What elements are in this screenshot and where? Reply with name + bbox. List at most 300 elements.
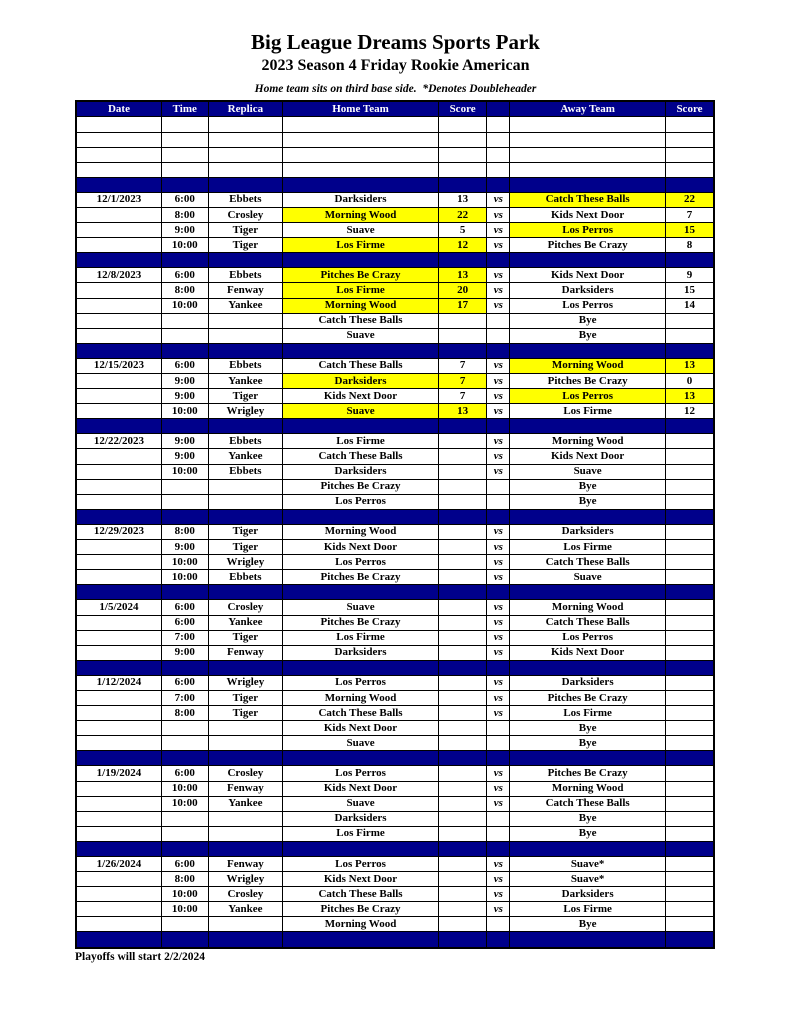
away-score-cell xyxy=(665,690,714,705)
date-cell xyxy=(76,872,161,887)
replica-cell: Tiger xyxy=(208,540,283,555)
away-team-cell: Darksiders xyxy=(510,887,666,902)
away-team-cell: Pitches Be Crazy xyxy=(510,238,666,253)
time-cell: 10:00 xyxy=(161,298,208,313)
separator-row xyxy=(76,932,714,948)
away-score-cell xyxy=(665,706,714,721)
game-row xyxy=(76,781,714,796)
replica-cell: Crosley xyxy=(208,766,283,781)
game-row xyxy=(76,721,714,736)
away-team-cell: Los Firme xyxy=(510,404,666,419)
replica-cell xyxy=(208,328,283,343)
date-cell xyxy=(76,811,161,826)
separator-cell xyxy=(76,932,161,948)
separator-cell xyxy=(438,343,486,358)
away-team-cell: Morning Wood xyxy=(510,358,666,373)
away-team-cell: Morning Wood xyxy=(510,781,666,796)
date-cell xyxy=(76,283,161,298)
page-subtitle: 2023 Season 4 Friday Rookie American xyxy=(261,57,530,75)
separator-cell xyxy=(161,419,208,434)
home-score-cell xyxy=(438,857,486,872)
empty-cell xyxy=(76,162,161,177)
away-team-cell: Kids Next Door xyxy=(510,207,666,222)
column-header-vs xyxy=(487,101,510,117)
vs-cell: vs xyxy=(487,690,510,705)
time-cell xyxy=(161,313,208,328)
vs-cell: vs xyxy=(487,358,510,373)
game-row xyxy=(76,857,714,872)
home-score-cell xyxy=(438,811,486,826)
date-cell xyxy=(76,449,161,464)
separator-cell xyxy=(438,660,486,675)
vs-cell: vs xyxy=(487,600,510,615)
home-team-cell: Suave xyxy=(283,600,439,615)
vs-cell: vs xyxy=(487,449,510,464)
empty-cell xyxy=(438,162,486,177)
away-score-cell xyxy=(665,464,714,479)
date-cell xyxy=(76,298,161,313)
away-score-cell xyxy=(665,555,714,570)
time-cell: 9:00 xyxy=(161,645,208,660)
separator-cell xyxy=(438,751,486,766)
date-cell: 1/26/2024 xyxy=(76,857,161,872)
separator-row xyxy=(76,253,714,268)
replica-cell: Crosley xyxy=(208,887,283,902)
away-score-cell xyxy=(665,600,714,615)
separator-cell xyxy=(76,841,161,856)
away-team-cell: Morning Wood xyxy=(510,600,666,615)
vs-cell: vs xyxy=(487,902,510,917)
away-team-cell: Los Perros xyxy=(510,298,666,313)
date-cell: 1/12/2024 xyxy=(76,675,161,690)
time-cell: 9:00 xyxy=(161,449,208,464)
replica-cell: Fenway xyxy=(208,283,283,298)
separator-cell xyxy=(438,509,486,524)
home-score-cell xyxy=(438,690,486,705)
game-row xyxy=(76,826,714,841)
date-cell: 12/8/2023 xyxy=(76,268,161,283)
date-cell xyxy=(76,721,161,736)
empty-cell xyxy=(161,117,208,132)
away-score-cell: 15 xyxy=(665,283,714,298)
home-score-cell xyxy=(438,524,486,539)
empty-cell xyxy=(161,162,208,177)
away-score-cell xyxy=(665,796,714,811)
vs-cell: vs xyxy=(487,434,510,449)
empty-cell xyxy=(665,132,714,147)
separator-cell xyxy=(665,177,714,192)
home-score-cell: 13 xyxy=(438,192,486,207)
replica-cell: Crosley xyxy=(208,600,283,615)
home-score-cell xyxy=(438,675,486,690)
home-score-cell xyxy=(438,826,486,841)
separator-cell xyxy=(283,751,439,766)
replica-cell: Fenway xyxy=(208,781,283,796)
replica-cell: Wrigley xyxy=(208,872,283,887)
game-row xyxy=(76,192,714,207)
away-score-cell xyxy=(665,540,714,555)
away-team-cell: Catch These Balls xyxy=(510,192,666,207)
away-score-cell xyxy=(665,630,714,645)
separator-cell xyxy=(487,253,510,268)
away-team-cell: Pitches Be Crazy xyxy=(510,374,666,389)
empty-cell xyxy=(510,147,666,162)
separator-cell xyxy=(487,660,510,675)
date-cell: 1/5/2024 xyxy=(76,600,161,615)
game-row xyxy=(76,374,714,389)
home-score-cell: 13 xyxy=(438,268,486,283)
home-score-cell xyxy=(438,449,486,464)
game-row xyxy=(76,238,714,253)
away-score-cell xyxy=(665,736,714,751)
time-cell: 10:00 xyxy=(161,464,208,479)
empty-row xyxy=(76,147,714,162)
separator-cell xyxy=(487,841,510,856)
home-score-cell xyxy=(438,615,486,630)
home-team-cell: Suave xyxy=(283,328,439,343)
away-team-cell: Los Perros xyxy=(510,223,666,238)
home-score-cell xyxy=(438,887,486,902)
home-score-cell xyxy=(438,736,486,751)
separator-cell xyxy=(208,660,283,675)
separator-cell xyxy=(161,660,208,675)
column-header: Replica xyxy=(208,101,283,117)
date-cell xyxy=(76,207,161,222)
time-cell: 6:00 xyxy=(161,600,208,615)
separator-cell xyxy=(161,343,208,358)
vs-cell: vs xyxy=(487,706,510,721)
home-team-cell: Suave xyxy=(283,223,439,238)
empty-cell xyxy=(665,117,714,132)
time-cell: 10:00 xyxy=(161,887,208,902)
game-row xyxy=(76,404,714,419)
date-cell xyxy=(76,540,161,555)
replica-cell xyxy=(208,811,283,826)
empty-cell xyxy=(161,147,208,162)
away-team-cell: Suave xyxy=(510,570,666,585)
time-cell: 6:00 xyxy=(161,766,208,781)
game-row xyxy=(76,223,714,238)
game-row xyxy=(76,645,714,660)
separator-cell xyxy=(665,751,714,766)
home-score-cell: 12 xyxy=(438,238,486,253)
separator-cell xyxy=(161,932,208,948)
home-team-cell: Darksiders xyxy=(283,192,439,207)
separator-cell xyxy=(510,932,666,948)
home-team-cell: Suave xyxy=(283,796,439,811)
game-row xyxy=(76,675,714,690)
vs-cell: vs xyxy=(487,570,510,585)
away-team-cell: Bye xyxy=(510,328,666,343)
away-score-cell: 12 xyxy=(665,404,714,419)
away-score-cell xyxy=(665,570,714,585)
date-cell xyxy=(76,887,161,902)
vs-cell xyxy=(487,736,510,751)
replica-cell: Yankee xyxy=(208,449,283,464)
vs-cell: vs xyxy=(487,283,510,298)
schedule-table-body xyxy=(76,117,714,948)
vs-cell: vs xyxy=(487,223,510,238)
vs-cell: vs xyxy=(487,781,510,796)
home-score-cell xyxy=(438,434,486,449)
separator-cell xyxy=(283,932,439,948)
game-row xyxy=(76,298,714,313)
replica-cell: Tiger xyxy=(208,630,283,645)
separator-row xyxy=(76,841,714,856)
home-team-cell: Los Firme xyxy=(283,630,439,645)
column-header: Away Team xyxy=(510,101,666,117)
home-team-cell: Los Perros xyxy=(283,675,439,690)
away-team-cell: Suave* xyxy=(510,857,666,872)
away-score-cell xyxy=(665,766,714,781)
game-row xyxy=(76,887,714,902)
replica-cell: Tiger xyxy=(208,706,283,721)
home-score-cell xyxy=(438,706,486,721)
date-cell xyxy=(76,464,161,479)
separator-cell xyxy=(76,177,161,192)
away-score-cell: 9 xyxy=(665,268,714,283)
empty-cell xyxy=(283,117,439,132)
date-cell: 12/29/2023 xyxy=(76,524,161,539)
replica-cell xyxy=(208,736,283,751)
date-cell xyxy=(76,615,161,630)
date-cell xyxy=(76,494,161,509)
replica-cell: Ebbets xyxy=(208,464,283,479)
home-score-cell xyxy=(438,630,486,645)
away-team-cell: Darksiders xyxy=(510,524,666,539)
separator-cell xyxy=(438,585,486,600)
time-cell: 9:00 xyxy=(161,374,208,389)
away-team-cell: Catch These Balls xyxy=(510,555,666,570)
replica-cell: Ebbets xyxy=(208,268,283,283)
home-team-cell: Catch These Balls xyxy=(283,313,439,328)
away-team-cell: Suave* xyxy=(510,872,666,887)
game-row xyxy=(76,872,714,887)
empty-cell xyxy=(208,147,283,162)
time-cell: 8:00 xyxy=(161,872,208,887)
away-team-cell: Pitches Be Crazy xyxy=(510,690,666,705)
away-score-cell xyxy=(665,857,714,872)
empty-cell xyxy=(76,132,161,147)
replica-cell: Yankee xyxy=(208,796,283,811)
separator-cell xyxy=(665,419,714,434)
game-row xyxy=(76,524,714,539)
home-score-cell xyxy=(438,917,486,932)
home-score-cell xyxy=(438,464,486,479)
home-team-cell: Los Firme xyxy=(283,434,439,449)
home-team-cell: Los Perros xyxy=(283,555,439,570)
replica-cell: Tiger xyxy=(208,524,283,539)
home-team-cell: Suave xyxy=(283,736,439,751)
time-cell: 6:00 xyxy=(161,268,208,283)
empty-row xyxy=(76,162,714,177)
separator-cell xyxy=(510,343,666,358)
home-team-cell: Morning Wood xyxy=(283,207,439,222)
vs-cell: vs xyxy=(487,524,510,539)
separator-cell xyxy=(208,585,283,600)
away-score-cell: 22 xyxy=(665,192,714,207)
separator-cell xyxy=(665,253,714,268)
home-team-cell: Los Perros xyxy=(283,494,439,509)
separator-cell xyxy=(208,932,283,948)
separator-cell xyxy=(283,660,439,675)
column-header: Date xyxy=(76,101,161,117)
separator-cell xyxy=(510,177,666,192)
replica-cell: Wrigley xyxy=(208,555,283,570)
date-cell xyxy=(76,223,161,238)
time-cell: 6:00 xyxy=(161,857,208,872)
vs-cell: vs xyxy=(487,298,510,313)
home-team-cell: Pitches Be Crazy xyxy=(283,479,439,494)
separator-cell xyxy=(161,509,208,524)
home-team-cell: Catch These Balls xyxy=(283,706,439,721)
away-team-cell: Bye xyxy=(510,313,666,328)
column-header: Score xyxy=(665,101,714,117)
away-score-cell xyxy=(665,811,714,826)
home-score-cell: 5 xyxy=(438,223,486,238)
replica-cell xyxy=(208,479,283,494)
game-row xyxy=(76,796,714,811)
date-cell xyxy=(76,826,161,841)
separator-cell xyxy=(487,177,510,192)
date-cell xyxy=(76,389,161,404)
separator-cell xyxy=(161,585,208,600)
separator-cell xyxy=(487,509,510,524)
empty-cell xyxy=(510,132,666,147)
away-score-cell xyxy=(665,872,714,887)
date-cell xyxy=(76,706,161,721)
home-team-cell: Pitches Be Crazy xyxy=(283,268,439,283)
time-cell: 10:00 xyxy=(161,570,208,585)
vs-cell xyxy=(487,721,510,736)
time-cell xyxy=(161,479,208,494)
empty-cell xyxy=(438,132,486,147)
separator-cell xyxy=(161,253,208,268)
away-score-cell xyxy=(665,887,714,902)
vs-cell xyxy=(487,917,510,932)
away-score-cell xyxy=(665,434,714,449)
separator-cell xyxy=(438,841,486,856)
game-row xyxy=(76,389,714,404)
empty-cell xyxy=(665,162,714,177)
empty-cell xyxy=(665,147,714,162)
column-header: Home Team xyxy=(283,101,439,117)
replica-cell: Fenway xyxy=(208,857,283,872)
date-cell xyxy=(76,479,161,494)
game-row xyxy=(76,464,714,479)
time-cell: 8:00 xyxy=(161,207,208,222)
replica-cell: Crosley xyxy=(208,207,283,222)
game-row xyxy=(76,434,714,449)
empty-cell xyxy=(438,117,486,132)
vs-cell: vs xyxy=(487,630,510,645)
away-score-cell xyxy=(665,902,714,917)
separator-cell xyxy=(283,419,439,434)
replica-cell: Tiger xyxy=(208,389,283,404)
separator-cell xyxy=(283,343,439,358)
away-score-cell xyxy=(665,645,714,660)
home-team-cell: Pitches Be Crazy xyxy=(283,570,439,585)
empty-row xyxy=(76,117,714,132)
separator-cell xyxy=(665,343,714,358)
time-cell: 10:00 xyxy=(161,555,208,570)
separator-row xyxy=(76,343,714,358)
separator-cell xyxy=(487,585,510,600)
away-team-cell: Bye xyxy=(510,494,666,509)
replica-cell: Ebbets xyxy=(208,434,283,449)
game-row xyxy=(76,358,714,373)
time-cell: 8:00 xyxy=(161,524,208,539)
vs-cell xyxy=(487,494,510,509)
empty-cell xyxy=(76,147,161,162)
home-score-cell xyxy=(438,872,486,887)
home-score-cell xyxy=(438,600,486,615)
separator-cell xyxy=(487,343,510,358)
home-team-cell: Darksiders xyxy=(283,811,439,826)
empty-cell xyxy=(487,117,510,132)
replica-cell xyxy=(208,917,283,932)
date-cell xyxy=(76,902,161,917)
separator-cell xyxy=(76,660,161,675)
separator-cell xyxy=(510,509,666,524)
time-cell: 8:00 xyxy=(161,283,208,298)
away-score-cell: 8 xyxy=(665,238,714,253)
date-cell xyxy=(76,374,161,389)
vs-cell: vs xyxy=(487,389,510,404)
empty-cell xyxy=(283,147,439,162)
home-team-cell: Darksiders xyxy=(283,645,439,660)
game-row xyxy=(76,268,714,283)
away-score-cell xyxy=(665,479,714,494)
empty-cell xyxy=(208,132,283,147)
date-cell xyxy=(76,630,161,645)
time-cell: 9:00 xyxy=(161,540,208,555)
home-score-cell xyxy=(438,555,486,570)
vs-cell: vs xyxy=(487,207,510,222)
game-row xyxy=(76,630,714,645)
separator-cell xyxy=(161,177,208,192)
away-score-cell xyxy=(665,449,714,464)
separator-cell xyxy=(438,177,486,192)
away-score-cell: 13 xyxy=(665,358,714,373)
home-score-cell: 13 xyxy=(438,404,486,419)
game-row xyxy=(76,494,714,509)
page-title: Big League Dreams Sports Park xyxy=(251,30,540,54)
away-score-cell: 0 xyxy=(665,374,714,389)
empty-cell xyxy=(510,162,666,177)
home-score-cell xyxy=(438,479,486,494)
home-team-cell: Los Perros xyxy=(283,766,439,781)
away-team-cell: Catch These Balls xyxy=(510,615,666,630)
game-row xyxy=(76,570,714,585)
separator-cell xyxy=(76,343,161,358)
replica-cell: Ebbets xyxy=(208,192,283,207)
separator-cell xyxy=(208,253,283,268)
game-row xyxy=(76,736,714,751)
replica-cell: Tiger xyxy=(208,690,283,705)
away-score-cell xyxy=(665,494,714,509)
away-score-cell xyxy=(665,721,714,736)
home-score-cell xyxy=(438,494,486,509)
time-cell: 6:00 xyxy=(161,615,208,630)
home-score-cell xyxy=(438,570,486,585)
date-cell xyxy=(76,404,161,419)
separator-cell xyxy=(283,841,439,856)
replica-cell: Wrigley xyxy=(208,404,283,419)
column-header: Score xyxy=(438,101,486,117)
home-score-cell: 7 xyxy=(438,374,486,389)
replica-cell xyxy=(208,313,283,328)
